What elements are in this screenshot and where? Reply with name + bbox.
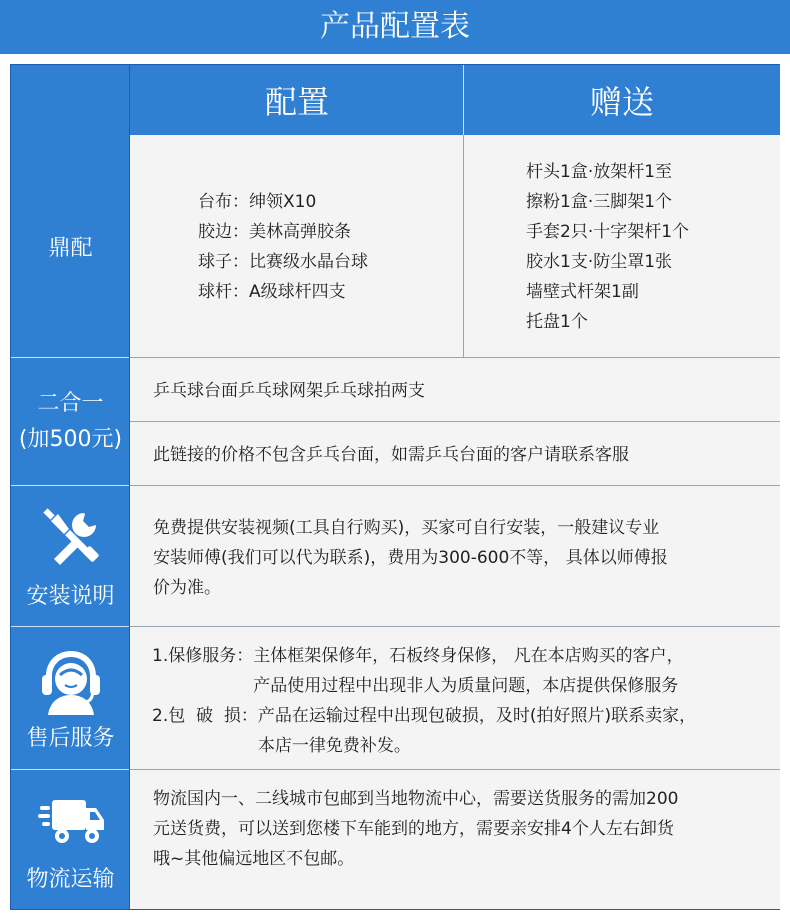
config-row — [198, 277, 464, 307]
install-text — [130, 486, 780, 626]
delivery-truck-icon — [36, 786, 106, 856]
gift-item: 擦粉1盒·三脚架1个 — [526, 192, 673, 212]
after-sales-line: 产品在运输过程中出现包破损，及时(拍好照片)联系卖家， — [257, 706, 697, 726]
after-sales-line: 主体框架保修年，石板终身保修， 凡在本店购买的客户， — [253, 646, 684, 666]
page-title: 产品配置表 — [0, 0, 790, 54]
ding-label — [11, 135, 130, 357]
install-label-text: 安装说明 — [26, 583, 115, 609]
gift-item: 手套2只·十字架杆1个 — [526, 222, 690, 242]
install-line: 免费提供安装视频(工具自行购买)，买家可自行安装，一般建议专业 — [153, 518, 660, 538]
headset-agent-icon — [36, 645, 106, 715]
two-in-one-label-line2: (加500元) — [18, 426, 123, 452]
logistics-text — [130, 770, 780, 909]
config-key: 胶边： — [198, 222, 249, 242]
gift-item: 杆头1盒·放架杆1至 — [526, 162, 673, 182]
install-label — [11, 486, 130, 626]
logistics-line: 元送货费，可以送到您楼下车能到的地方，需要亲安排4个人左右卸货 — [153, 819, 674, 839]
after-sales-key: 2.包 破 损： — [152, 706, 258, 726]
gift-item: 胶水1支·防尘罩1张 — [526, 252, 673, 272]
after-sales-key: 1.保修服务： — [152, 646, 254, 666]
two-in-one-label — [11, 358, 130, 485]
config-table — [10, 64, 780, 910]
gift-header: 赠送 — [464, 65, 780, 135]
ding-label-text: 鼎配 — [48, 235, 93, 261]
config-key: 球子： — [198, 252, 249, 272]
logistics-line: 物流国内一、二线城市包邮到当地物流中心，需要送货服务的需加200 — [153, 789, 679, 809]
config-value: 美林高弹胶条 — [249, 222, 351, 242]
gift-item: 托盘1个 — [526, 312, 588, 332]
config-value: 比赛级水晶台球 — [249, 252, 368, 272]
after-sales-line: 产品使用过程中出现非人为质量问题，本店提供保修服务 — [253, 676, 679, 696]
after-sales-line: 本店一律免费补发。 — [257, 736, 411, 756]
after-sales-label-text: 售后服务 — [26, 725, 115, 751]
ding-gifts — [464, 135, 780, 357]
header-divider — [463, 65, 464, 135]
after-sales-item — [152, 701, 780, 761]
config-value: 绅领X10 — [249, 192, 317, 212]
corner-cell — [11, 65, 130, 135]
after-sales-item — [152, 641, 780, 701]
ding-config — [130, 135, 464, 357]
install-line: 价为准。 — [153, 578, 221, 598]
gift-item: 墙壁式杆架1副 — [526, 282, 639, 302]
logistics-label-text: 物流运输 — [26, 867, 115, 892]
label-column-divider — [129, 65, 130, 909]
config-header: 配置 — [130, 65, 464, 135]
config-key: 台布： — [198, 192, 249, 212]
install-line: 安装师傅(我们可以代为联系)，费用为300-600不等， 具体以师傅报 — [153, 548, 668, 568]
after-sales-label — [11, 627, 130, 769]
config-row — [198, 247, 464, 277]
config-row — [198, 217, 464, 247]
config-key: 球杆： — [198, 282, 249, 302]
logistics-label — [11, 770, 130, 909]
after-sales-text — [130, 627, 780, 769]
two-in-one-line1: 乒乓球台面乒乓球网架乒乓球拍两支 — [130, 358, 780, 421]
wrench-screwdriver-icon — [36, 503, 106, 573]
two-in-one-label-line1: 二合一 — [37, 390, 104, 416]
config-row — [198, 187, 464, 217]
two-in-one-line2: 此链接的价格不包含乒乓台面，如需乒乓台面的客户请联系客服 — [130, 422, 780, 485]
config-value: A级球杆四支 — [249, 282, 346, 302]
logistics-line: 哦~其他偏远地区不包邮。 — [153, 849, 355, 869]
